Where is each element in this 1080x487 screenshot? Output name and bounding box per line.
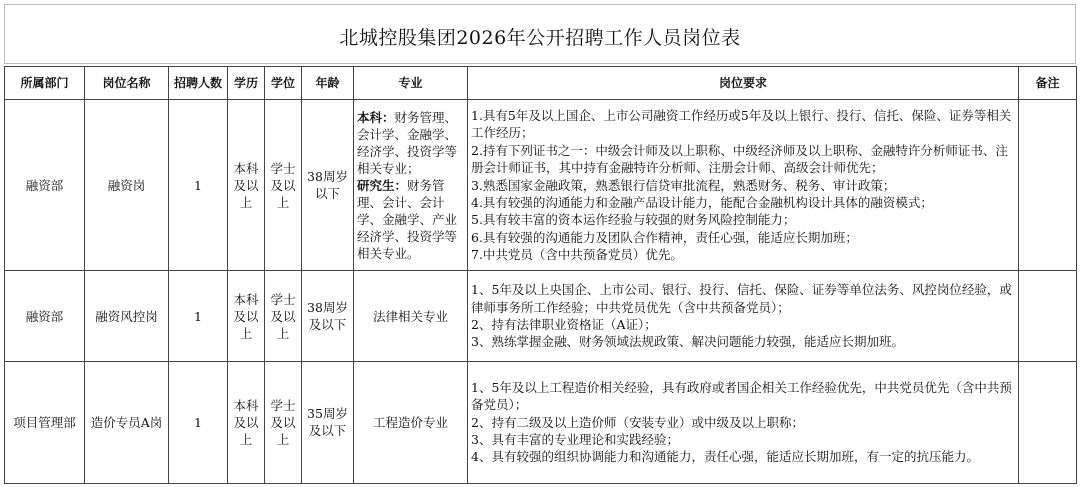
requirement-item: 2、持有二级及以上造价师（安装专业）或中级及以上职称；: [471, 414, 804, 430]
requirement-item: 6.具有较强的沟通能力及团队合作精神，责任心强，能适应长期加班；: [471, 229, 858, 245]
cell-department: 融资部: [5, 271, 85, 361]
header-major: 专业: [354, 67, 468, 100]
header-requirements: 岗位要求: [468, 67, 1019, 100]
cell-department: 融资部: [5, 100, 85, 271]
cell-count: 1: [169, 100, 228, 271]
page-title: 北城控股集团2026年公开招聘工作人员岗位表: [339, 27, 741, 49]
cell-count: 1: [169, 271, 228, 361]
cell-age: 35周岁及以下: [302, 361, 354, 483]
cell-education: 本科及以上: [228, 361, 265, 483]
cell-count: 1: [169, 361, 228, 483]
requirement-item: 1、5年及以上工程造价相关经验，具有政府或者国企相关工作经验优先，中共党员优先（含中共预备党员）；: [471, 379, 1012, 413]
requirement-item: 2.持有下列证书之一：中级会计师及以上职称、中级经济师及以上职称、金融特许分析师证书、注册会计师证书，其中持有金融特许分析师、注册会计师、高级会计师优先；: [471, 142, 1008, 176]
cell-position: 融资风控岗: [85, 271, 169, 361]
header-remark: 备注: [1019, 67, 1077, 100]
requirement-item: 5.具有较丰富的资本运作经验与较强的财务风险控制能力；: [471, 212, 796, 228]
cell-age: 38周岁及以下: [302, 271, 354, 361]
cell-department: 项目管理部: [5, 361, 85, 483]
cell-requirements: [468, 271, 1019, 361]
cell-requirements: [468, 361, 1019, 483]
table-header-row: [5, 67, 1077, 100]
major-label-graduate: 研究生：: [357, 177, 408, 193]
header-age: 年龄: [302, 67, 354, 100]
table-row: [5, 271, 1077, 361]
cell-age: 38周岁以下: [302, 100, 354, 271]
requirement-item: 7.中共党员（含中共预备党员）优先。: [471, 247, 683, 263]
requirement-item: 3、具有丰富的专业理论和实践经验；: [471, 432, 679, 448]
requirement-item: 3.熟悉国家金融政策，熟悉银行信贷审批流程，熟悉财务、税务、审计政策；: [471, 177, 896, 193]
table-row: [5, 361, 1077, 483]
requirement-item: 4.具有较强的沟通能力和金融产品设计能力，能配合金融机构设计具体的融资模式；: [471, 194, 933, 210]
cell-remark: [1019, 361, 1077, 483]
cell-education: 本科及以上: [228, 271, 265, 361]
cell-degree: 学士及以上: [265, 271, 302, 361]
major-label-undergrad: 本科：: [357, 109, 395, 125]
requirement-item: 4、具有较强的组织协调能力和沟通能力，责任心强，能适应长期加班，有一定的抗压能力。: [471, 449, 979, 465]
requirement-item: 2、持有法律职业资格证（A证）；: [471, 317, 657, 333]
cell-major: 法律相关专业: [354, 271, 468, 361]
cell-position: 融资岗: [85, 100, 169, 271]
cell-degree: 学士及以上: [265, 361, 302, 483]
header-count: 招聘人数: [169, 67, 228, 100]
cell-major: 工程造价专业: [354, 361, 468, 483]
positions-table: [4, 66, 1077, 484]
requirement-item: 1.具有5年及以上国企、上市公司融资工作经历或5年及以上银行、投行、信托、保险、证券等相关工作经历；: [471, 107, 1012, 141]
header-position: 岗位名称: [85, 67, 169, 100]
title-box: [4, 4, 1076, 64]
header-education: 学历: [228, 67, 265, 100]
cell-degree: 学士及以上: [265, 100, 302, 271]
header-degree: 学位: [265, 67, 302, 100]
requirement-item: 1、5年及以上央国企、上市公司、银行、投行、信托、保险、证券等单位法务、风控岗位经验，或律师事务所工作经验；中共党员优先（含中共预备党员）；: [471, 282, 1012, 315]
requirement-item: 3、熟练掌握金融、财务领域法规政策、解决问题能力较强，能适应长期加班。: [471, 334, 904, 350]
header-department: 所属部门: [5, 67, 85, 100]
cell-remark: [1019, 100, 1077, 271]
table-row: [5, 100, 1077, 271]
major-text-graduate: 财务管理、会计、会计学、金融学、产业经济学、投资学等相关专业。: [357, 177, 458, 261]
cell-position: 造价专员A岗: [85, 361, 169, 483]
major-text-undergrad: 财务管理、会计学、金融学、经济学、投资学等相关专业；: [357, 109, 458, 176]
cell-requirements: [468, 100, 1019, 271]
cell-education: 本科及以上: [228, 100, 265, 271]
cell-major: [354, 100, 468, 271]
cell-remark: [1019, 271, 1077, 361]
